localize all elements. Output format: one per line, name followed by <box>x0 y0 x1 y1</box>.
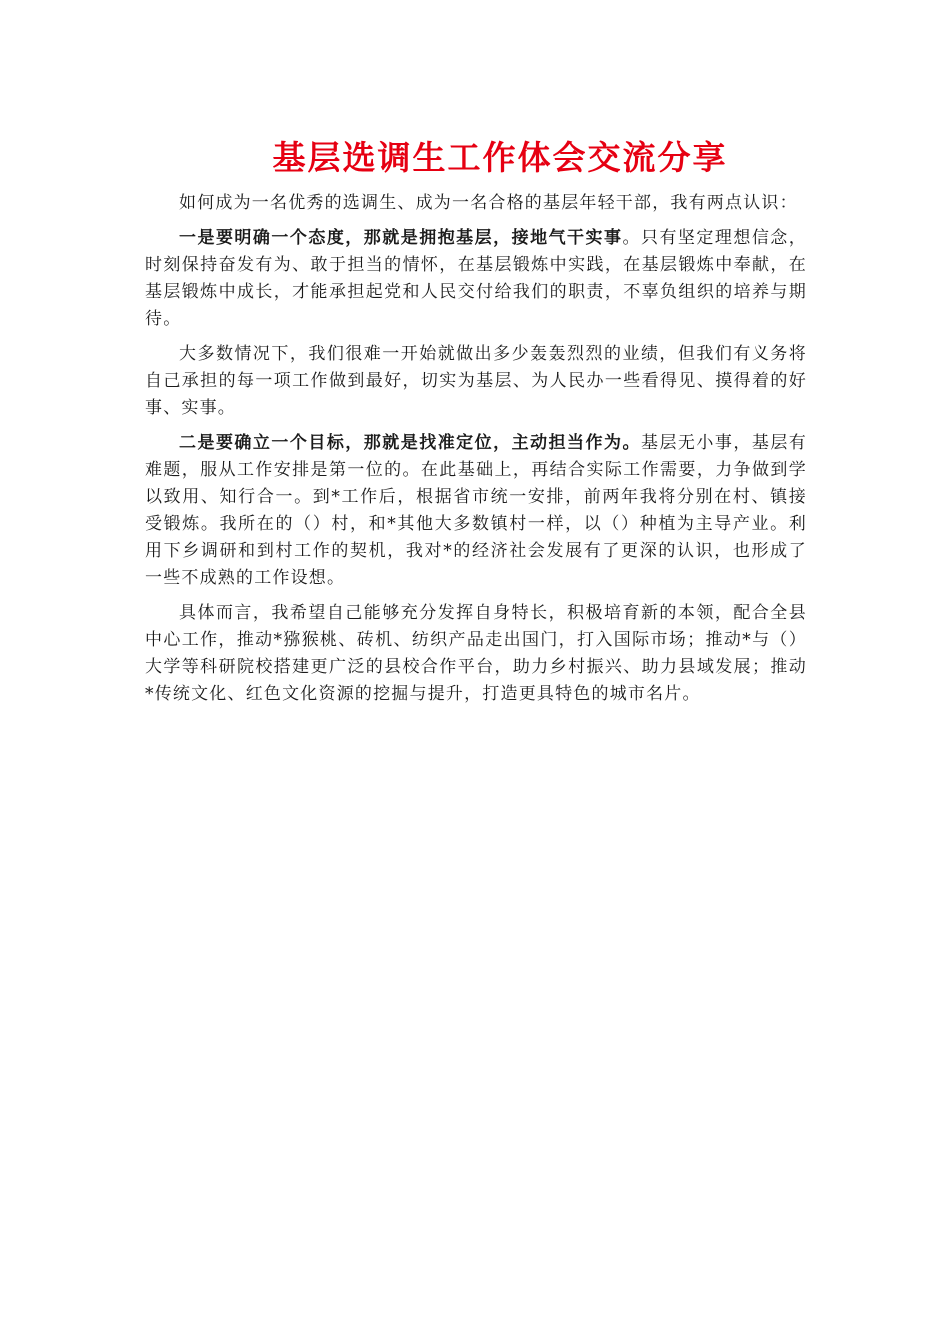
paragraph-text: 具体而言，我希望自己能够充分发挥自身特长，积极培育新的本领，配合全县中心工作，推动*猕猴桃、砖机、纺织产品走出国门，打入国际市场；推动*与（）大学等科研院校搭建更广泛的县校合作平台，助力乡村振兴、助力县域发展；推动*传统文化、红色文化资源的挖掘与提升，打造更具特色的城市名片。 <box>145 603 807 704</box>
paragraph-duty <box>145 341 807 422</box>
paragraph-text: 如何成为一名优秀的选调生、成为一名合格的基层年轻干部，我有两点认识： <box>179 193 798 213</box>
paragraph-text: 基层无小事，基层有难题，服从工作安排是第一位的。在此基础上，再结合实际工作需要，力争做到学以致用、知行合一。到*工作后，根据省市统一安排，前两年我将分别在村、镇接受锻炼。我所在的（）村，和*其他大多数镇村一样，以（）种植为主导产业。利用下乡调研和到村工作的契机，我对*的经济社会发展有了更深的认识，也形成了一些不成熟的工作设想。 <box>145 433 807 588</box>
paragraph-point-one <box>145 225 807 333</box>
paragraph-intro <box>145 190 807 217</box>
paragraph-lead-bold: 二是要确立一个目标，那就是找准定位，主动担当作为。 <box>179 433 641 453</box>
page-title: 基层选调生工作体会交流分享 <box>272 138 728 177</box>
paragraph-lead-bold: 一是要明确一个态度，那就是拥抱基层，接地气干实事 <box>179 228 623 248</box>
paragraph-specifics <box>145 600 807 708</box>
paragraph-point-two <box>145 430 807 592</box>
paragraph-text: 。只有坚定理想信念，时刻保持奋发有为、敢于担当的情怀，在基层锻炼中实践，在基层锻炼中奉献，在基层锻炼中成长，才能承担起党和人民交付给我们的职责，不辜负组织的培养与期待。 <box>145 228 807 329</box>
document-body <box>145 190 807 716</box>
paragraph-text: 大多数情况下，我们很难一开始就做出多少轰轰烈烈的业绩，但我们有义务将自己承担的每一项工作做到最好，切实为基层、为人民办一些看得见、摸得着的好事、实事。 <box>145 344 807 418</box>
